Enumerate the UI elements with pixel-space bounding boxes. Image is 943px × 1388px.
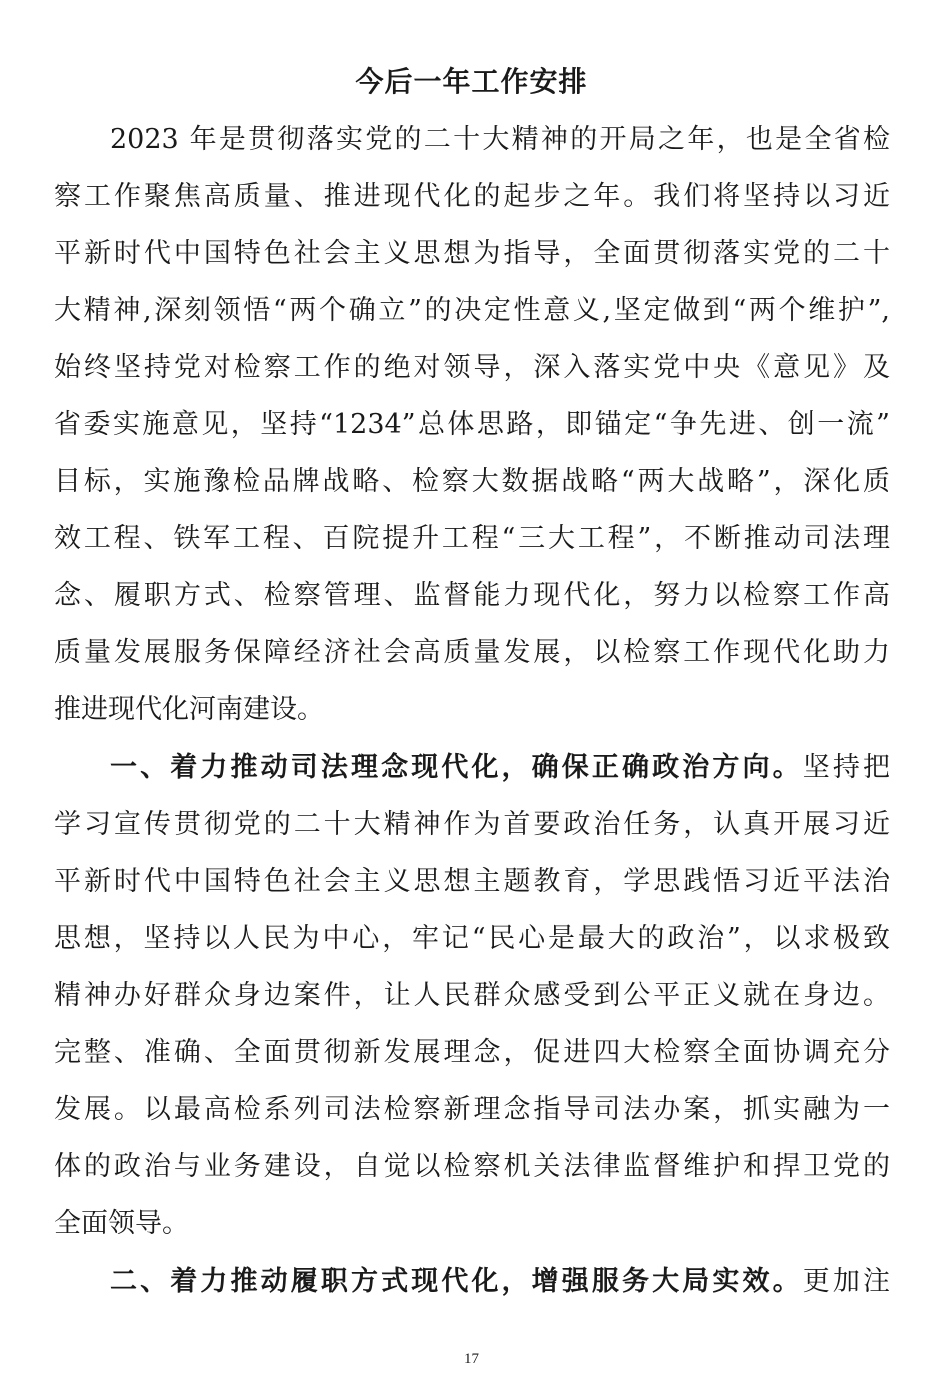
paragraph-line: 目标，实施豫检品牌战略、检察大数据战略“两大战略”，深化质	[54, 466, 890, 497]
paragraph-line: 学习宣传贯彻党的二十大精神作为首要政治任务，认真开展习近	[54, 809, 890, 840]
paragraph-line: 大精神,深刻领悟“两个确立”的决定性意义,坚定做到“两个维护”,	[54, 295, 890, 326]
paragraph-line: 思想，坚持以人民为中心，牢记“民心是最大的政治”，以求极致	[54, 923, 890, 954]
section-text: 坚持把	[802, 752, 891, 783]
paragraph-line: 全面领导。	[54, 1208, 189, 1239]
page-number: 17	[464, 1351, 479, 1367]
section-heading: 一、着力推动司法理念现代化，确保正确政治方向。	[110, 752, 803, 783]
paragraph-line: 省委实施意见，坚持“1234”总体思路，即锚定“争先进、创一流”	[54, 409, 890, 440]
paragraph-line: 完整、准确、全面贯彻新发展理念，促进四大检察全面协调充分	[54, 1037, 890, 1068]
paragraph-line: 平新时代中国特色社会主义思想主题教育，学思践悟习近平法治	[54, 866, 890, 897]
section-text: 更加注	[802, 1266, 891, 1297]
page-title: 今后一年工作安排	[355, 65, 588, 98]
paragraph-line: 发展。以最高检系列司法检察新理念指导司法办案，抓实融为一	[54, 1094, 890, 1125]
paragraph-line: 精神办好群众身边案件，让人民群众感受到公平正义就在身边。	[54, 980, 890, 1011]
paragraph-line: 质量发展服务保障经济社会高质量发展，以检察工作现代化助力	[54, 637, 890, 668]
paragraph-line: 念、履职方式、检察管理、监督能力现代化，努力以检察工作高	[54, 580, 890, 611]
paragraph-line: 2023 年是贯彻落实党的二十大精神的开局之年，也是全省检	[110, 124, 890, 155]
paragraph-line: 始终坚持党对检察工作的绝对领导，深入落实党中央《意见》及	[54, 352, 890, 383]
paragraph-line: 效工程、铁军工程、百院提升工程“三大工程”，不断推动司法理	[54, 523, 890, 554]
paragraph-line: 体的政治与业务建设，自觉以检察机关法律监督维护和捍卫党的	[54, 1151, 890, 1182]
section-heading: 二、着力推动履职方式现代化，增强服务大局实效。	[110, 1266, 803, 1297]
section-heading-line	[110, 748, 890, 788]
paragraph-line: 推进现代化河南建设。	[54, 694, 324, 725]
paragraph-line: 察工作聚焦高质量、推进现代化的起步之年。我们将坚持以习近	[54, 181, 890, 212]
section-heading-line	[110, 1262, 890, 1302]
paragraph-line: 平新时代中国特色社会主义思想为指导，全面贯彻落实党的二十	[54, 238, 890, 269]
